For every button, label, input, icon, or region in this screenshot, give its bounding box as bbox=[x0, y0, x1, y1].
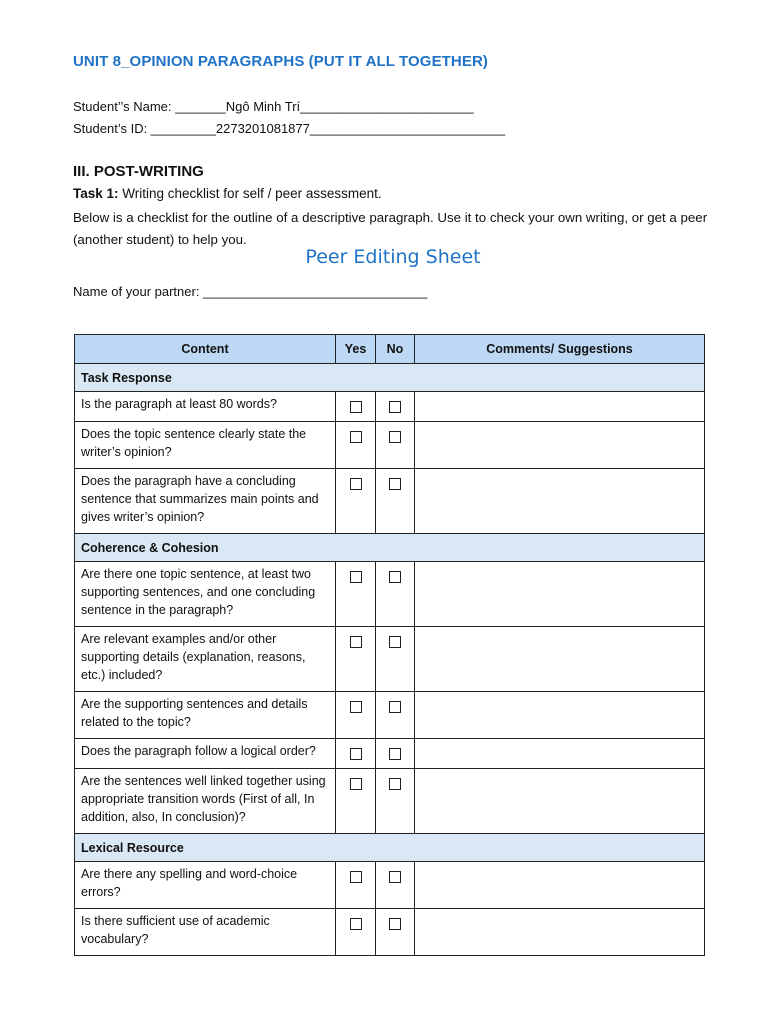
comment-cell[interactable] bbox=[415, 392, 705, 422]
yes-checkbox[interactable] bbox=[350, 748, 362, 760]
yes-checkbox[interactable] bbox=[350, 478, 362, 490]
no-checkbox[interactable] bbox=[389, 431, 401, 443]
table-row bbox=[75, 562, 705, 627]
comment-cell[interactable] bbox=[415, 692, 705, 739]
sheet-title: Peer Editing Sheet bbox=[305, 246, 481, 268]
table-row bbox=[75, 692, 705, 739]
yes-checkbox[interactable] bbox=[350, 918, 362, 930]
task-line bbox=[73, 186, 382, 201]
yes-checkbox[interactable] bbox=[350, 571, 362, 583]
question-cell: Are the sentences well linked together using appropriate transition words (First of all, In addition, also, In conclusion)? bbox=[75, 769, 336, 834]
section-heading: III. POST-WRITING bbox=[73, 163, 204, 180]
comment-cell[interactable] bbox=[415, 769, 705, 834]
table-row bbox=[75, 627, 705, 692]
yes-cell bbox=[336, 692, 376, 739]
header-content: Content bbox=[75, 335, 336, 364]
header-yes: Yes bbox=[336, 335, 376, 364]
question-cell: Are there any spelling and word-choice errors? bbox=[75, 862, 336, 909]
section-label: Task Response bbox=[75, 364, 705, 392]
section-row bbox=[75, 364, 705, 392]
table-row bbox=[75, 469, 705, 534]
no-checkbox[interactable] bbox=[389, 401, 401, 413]
no-checkbox[interactable] bbox=[389, 478, 401, 490]
unit-title: UNIT 8_OPINION PARAGRAPHS (PUT IT ALL TOGETHER) bbox=[73, 53, 489, 70]
yes-checkbox[interactable] bbox=[350, 636, 362, 648]
header-no: No bbox=[376, 335, 415, 364]
yes-cell bbox=[336, 422, 376, 469]
question-cell: Is there sufficient use of academic vocabulary? bbox=[75, 909, 336, 956]
yes-cell bbox=[336, 469, 376, 534]
table-row bbox=[75, 909, 705, 956]
table-row bbox=[75, 769, 705, 834]
no-checkbox[interactable] bbox=[389, 778, 401, 790]
no-checkbox[interactable] bbox=[389, 701, 401, 713]
task-label: Task 1: bbox=[73, 186, 119, 201]
no-cell bbox=[376, 909, 415, 956]
comment-cell[interactable] bbox=[415, 469, 705, 534]
yes-cell bbox=[336, 769, 376, 834]
no-cell bbox=[376, 392, 415, 422]
yes-cell bbox=[336, 392, 376, 422]
yes-checkbox[interactable] bbox=[350, 431, 362, 443]
question-cell: Are relevant examples and/or other supporting details (explanation, reasons, etc.) included? bbox=[75, 627, 336, 692]
yes-cell bbox=[336, 862, 376, 909]
comment-cell[interactable] bbox=[415, 562, 705, 627]
question-cell: Are the supporting sentences and details related to the topic? bbox=[75, 692, 336, 739]
no-cell bbox=[376, 739, 415, 769]
yes-checkbox[interactable] bbox=[350, 778, 362, 790]
yes-cell bbox=[336, 562, 376, 627]
no-cell bbox=[376, 422, 415, 469]
table-header-row bbox=[75, 335, 705, 364]
yes-cell bbox=[336, 739, 376, 769]
comment-cell[interactable] bbox=[415, 862, 705, 909]
yes-cell bbox=[336, 627, 376, 692]
yes-checkbox[interactable] bbox=[350, 401, 362, 413]
student-id-line: Student’s ID: _________2273201081877___________________________ bbox=[73, 121, 506, 136]
no-checkbox[interactable] bbox=[389, 636, 401, 648]
no-checkbox[interactable] bbox=[389, 871, 401, 883]
yes-cell bbox=[336, 909, 376, 956]
instructions-text: Below is a checklist for the outline of a descriptive paragraph. Use it to check your own writing, or get a peer (another student) to help you. bbox=[73, 210, 708, 247]
comment-cell[interactable] bbox=[415, 627, 705, 692]
yes-checkbox[interactable] bbox=[350, 871, 362, 883]
table-row bbox=[75, 392, 705, 422]
yes-checkbox[interactable] bbox=[350, 701, 362, 713]
section-label: Coherence & Cohesion bbox=[75, 534, 705, 562]
table-row bbox=[75, 739, 705, 769]
task-text: Writing checklist for self / peer assessment. bbox=[118, 186, 382, 201]
checklist-table bbox=[74, 334, 705, 956]
partner-name-line: Name of your partner: _______________________________ bbox=[73, 284, 428, 299]
comment-cell[interactable] bbox=[415, 909, 705, 956]
no-cell bbox=[376, 692, 415, 739]
no-cell bbox=[376, 562, 415, 627]
no-cell bbox=[376, 627, 415, 692]
question-cell: Does the topic sentence clearly state the writer’s opinion? bbox=[75, 422, 336, 469]
comment-cell[interactable] bbox=[415, 422, 705, 469]
no-checkbox[interactable] bbox=[389, 748, 401, 760]
table-row bbox=[75, 422, 705, 469]
section-row bbox=[75, 834, 705, 862]
no-checkbox[interactable] bbox=[389, 571, 401, 583]
no-checkbox[interactable] bbox=[389, 918, 401, 930]
table-row bbox=[75, 862, 705, 909]
no-cell bbox=[376, 862, 415, 909]
header-comments: Comments/ Suggestions bbox=[415, 335, 705, 364]
comment-cell[interactable] bbox=[415, 739, 705, 769]
question-cell: Does the paragraph follow a logical order? bbox=[75, 739, 336, 769]
question-cell: Are there one topic sentence, at least two supporting sentences, and one concluding sentence in the paragraph? bbox=[75, 562, 336, 627]
question-cell: Does the paragraph have a concluding sentence that summarizes main points and gives writer’s opinion? bbox=[75, 469, 336, 534]
student-name-line: Student’’s Name: _______Ngô Minh Trí________________________ bbox=[73, 99, 474, 114]
checklist-body bbox=[75, 364, 705, 956]
no-cell bbox=[376, 469, 415, 534]
question-cell: Is the paragraph at least 80 words? bbox=[75, 392, 336, 422]
section-label: Lexical Resource bbox=[75, 834, 705, 862]
section-row bbox=[75, 534, 705, 562]
no-cell bbox=[376, 769, 415, 834]
